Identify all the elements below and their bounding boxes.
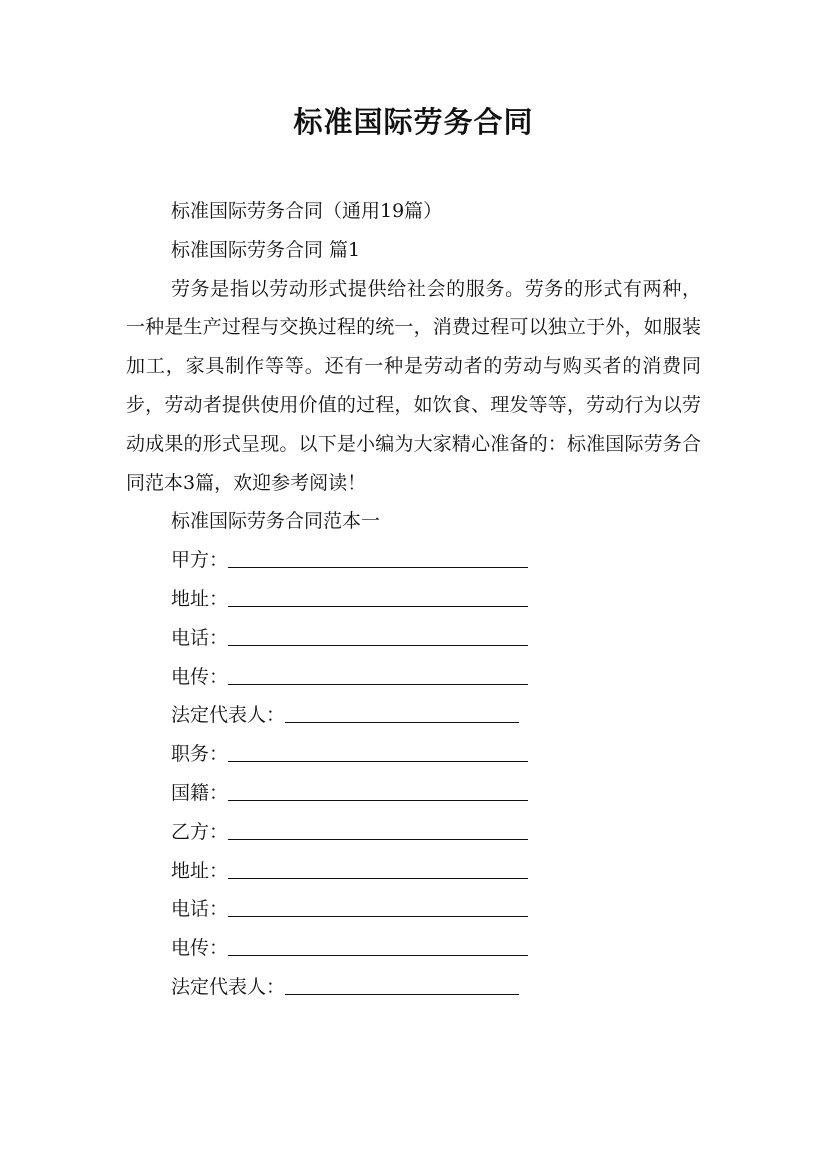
field-label: 地址： (171, 859, 229, 882)
fill-blank[interactable] (228, 545, 528, 568)
field-address-a (126, 580, 701, 619)
field-nationality (126, 774, 701, 813)
field-label: 电传： (171, 937, 229, 960)
field-label: 电话： (171, 898, 229, 921)
field-label: 地址： (171, 587, 229, 610)
field-legal-rep-b (126, 968, 701, 1007)
fill-blank[interactable] (228, 623, 528, 646)
document-body (126, 192, 701, 1007)
field-telex-a (126, 658, 701, 697)
field-party-b (126, 813, 701, 852)
field-label: 电传： (171, 665, 229, 688)
field-telex-b (126, 929, 701, 968)
field-label: 职务： (171, 743, 229, 766)
fill-blank[interactable] (228, 894, 528, 917)
sample-heading: 标准国际劳务合同范本一 (171, 510, 381, 533)
fill-blank[interactable] (228, 662, 528, 685)
fill-blank[interactable] (228, 856, 528, 879)
field-label: 法定代表人： (171, 975, 286, 998)
fill-blank[interactable] (228, 817, 528, 840)
field-label: 国籍： (171, 781, 229, 804)
fill-blank[interactable] (228, 584, 528, 607)
fill-blank[interactable] (285, 972, 519, 995)
intro-paragraph: 劳务是指以劳动形式提供给社会的服务。劳务的形式有两种，一种是生产过程与交换过程的统一，消费过程可以独立于外，如服装加工，家具制作等等。还有一种是劳动者的劳动与购买者的消费同步，劳动者提供使用价值的过程，如饮食、理发等等，劳动行为以劳动成果的形式呈现。以下是小编为大家精心准备的：标准国际劳务合同范本3篇，欢迎参考阅读！ (126, 277, 701, 494)
field-label: 乙方： (171, 820, 229, 843)
field-label: 法定代表人： (171, 704, 286, 727)
fill-blank[interactable] (228, 739, 528, 762)
document-subtitle: 标准国际劳务合同（通用19篇） (171, 200, 443, 222)
fill-blank[interactable] (228, 778, 528, 801)
section-heading: 标准国际劳务合同 篇1 (171, 238, 361, 261)
field-label: 甲方： (171, 549, 229, 572)
fill-blank[interactable] (228, 933, 528, 956)
fill-blank[interactable] (285, 700, 519, 723)
field-party-a (126, 541, 701, 580)
document-title: 标准国际劳务合同 (293, 105, 534, 139)
field-legal-rep-a (126, 696, 701, 735)
field-position (126, 735, 701, 774)
field-phone-a (126, 619, 701, 658)
field-phone-b (126, 890, 701, 929)
field-address-b (126, 852, 701, 891)
field-label: 电话： (171, 626, 229, 649)
